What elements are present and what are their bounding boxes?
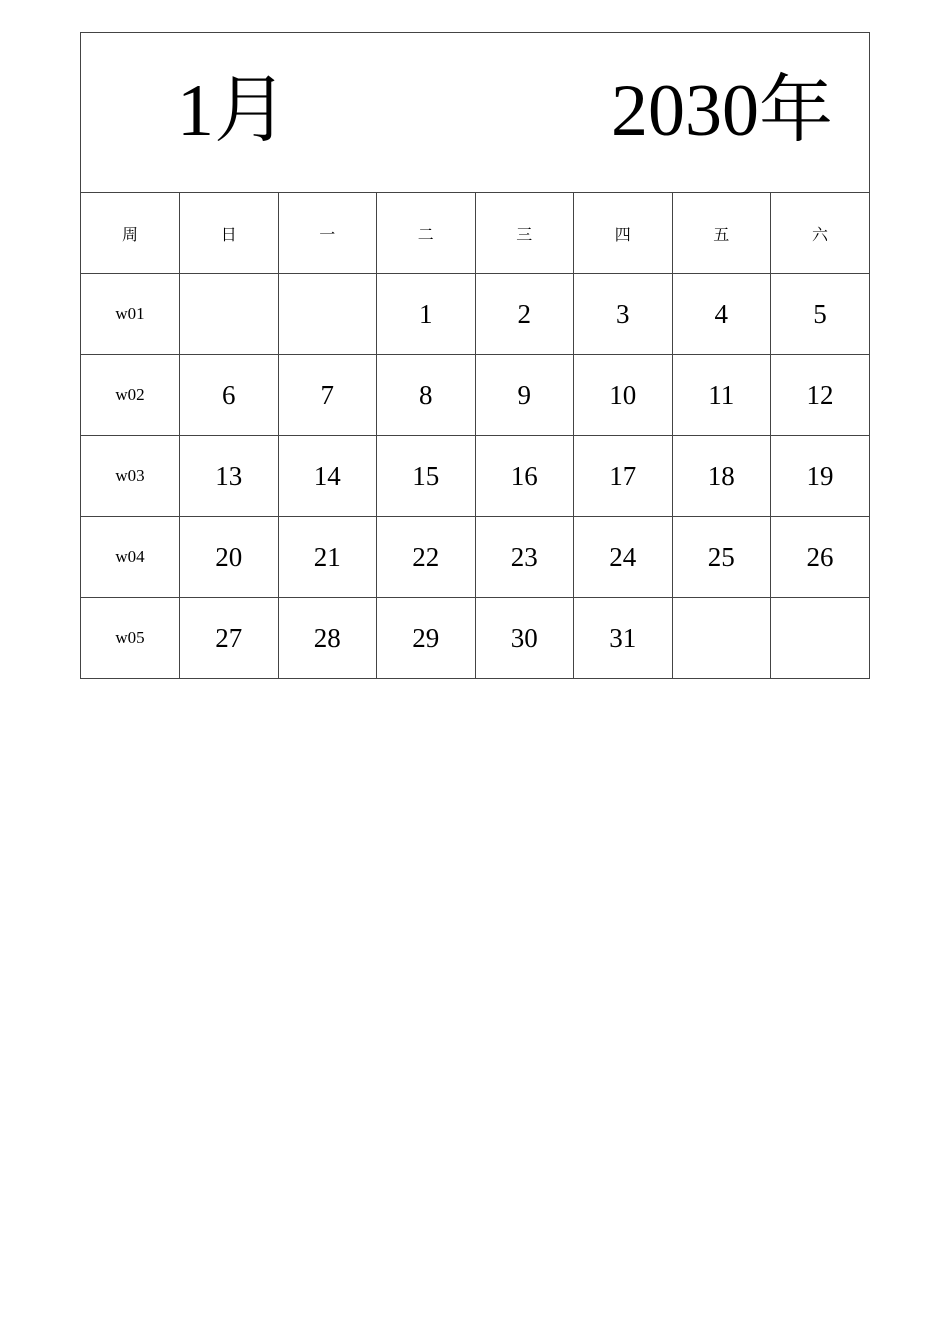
day-cell bbox=[180, 274, 279, 355]
day-cell bbox=[771, 598, 870, 679]
day-cell: 5 bbox=[771, 274, 870, 355]
day-cell: 13 bbox=[180, 436, 279, 517]
week-number: w02 bbox=[81, 355, 180, 436]
month-title: 1月 bbox=[177, 70, 288, 152]
day-cell: 2 bbox=[475, 274, 574, 355]
day-cell: 19 bbox=[771, 436, 870, 517]
day-cell: 25 bbox=[672, 517, 771, 598]
weekday-saturday: 六 bbox=[771, 193, 870, 274]
day-cell: 27 bbox=[180, 598, 279, 679]
day-cell: 17 bbox=[574, 436, 673, 517]
week-row bbox=[81, 274, 869, 355]
weekday-sunday: 日 bbox=[180, 193, 279, 274]
day-cell bbox=[278, 274, 377, 355]
day-cell: 15 bbox=[377, 436, 476, 517]
calendar-grid bbox=[81, 193, 869, 678]
day-cell: 28 bbox=[278, 598, 377, 679]
day-cell bbox=[672, 598, 771, 679]
day-cell: 1 bbox=[377, 274, 476, 355]
day-cell: 9 bbox=[475, 355, 574, 436]
weekday-wednesday: 三 bbox=[475, 193, 574, 274]
day-cell: 29 bbox=[377, 598, 476, 679]
day-cell: 24 bbox=[574, 517, 673, 598]
day-cell: 10 bbox=[574, 355, 673, 436]
week-number: w04 bbox=[81, 517, 180, 598]
day-cell: 6 bbox=[180, 355, 279, 436]
day-cell: 16 bbox=[475, 436, 574, 517]
day-cell: 23 bbox=[475, 517, 574, 598]
calendar-header bbox=[81, 33, 869, 193]
day-cell: 30 bbox=[475, 598, 574, 679]
day-cell: 14 bbox=[278, 436, 377, 517]
day-cell: 4 bbox=[672, 274, 771, 355]
day-cell: 8 bbox=[377, 355, 476, 436]
day-cell: 11 bbox=[672, 355, 771, 436]
weekday-header-row bbox=[81, 193, 869, 274]
day-cell: 21 bbox=[278, 517, 377, 598]
week-row bbox=[81, 517, 869, 598]
day-cell: 31 bbox=[574, 598, 673, 679]
day-cell: 7 bbox=[278, 355, 377, 436]
weekday-week-label: 周 bbox=[81, 193, 180, 274]
year-title: 2030年 bbox=[611, 70, 833, 152]
day-cell: 12 bbox=[771, 355, 870, 436]
week-number: w05 bbox=[81, 598, 180, 679]
weekday-monday: 一 bbox=[278, 193, 377, 274]
week-number: w03 bbox=[81, 436, 180, 517]
week-row bbox=[81, 355, 869, 436]
week-number: w01 bbox=[81, 274, 180, 355]
weekday-friday: 五 bbox=[672, 193, 771, 274]
calendar bbox=[80, 32, 870, 679]
day-cell: 18 bbox=[672, 436, 771, 517]
weekday-thursday: 四 bbox=[574, 193, 673, 274]
day-cell: 22 bbox=[377, 517, 476, 598]
week-row bbox=[81, 598, 869, 679]
day-cell: 20 bbox=[180, 517, 279, 598]
weekday-tuesday: 二 bbox=[377, 193, 476, 274]
day-cell: 26 bbox=[771, 517, 870, 598]
day-cell: 3 bbox=[574, 274, 673, 355]
week-row bbox=[81, 436, 869, 517]
